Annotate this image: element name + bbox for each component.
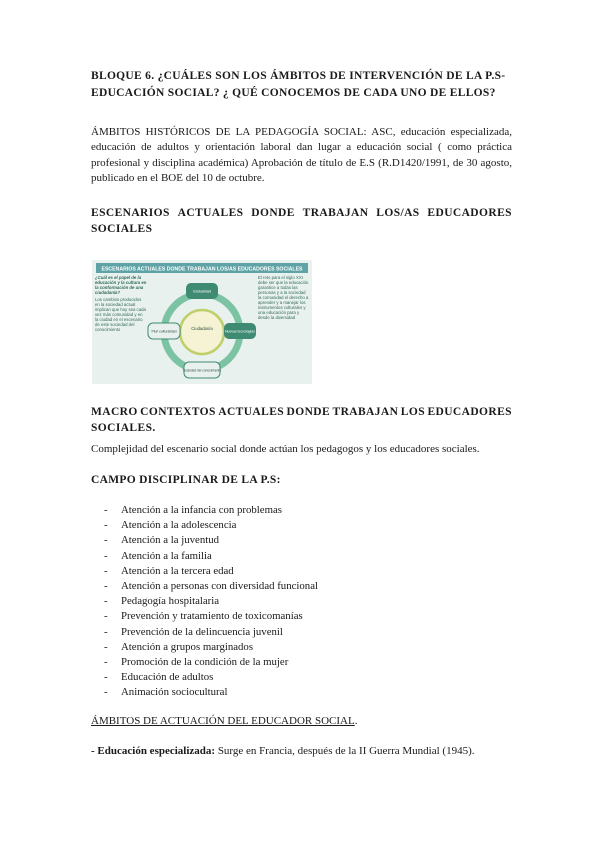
campo-list-item [104, 594, 504, 609]
list-dash: - [104, 656, 108, 669]
bloque-title [91, 68, 512, 102]
escenarios-heading-word: DONDE [251, 207, 295, 219]
escenarios-heading [91, 205, 512, 237]
infographic-center-text: Ciudadanía [191, 326, 213, 331]
escenarios-heading-line1 [91, 205, 512, 221]
historicos-paragraph: ÁMBITOS HISTÓRICOS DE LA PEDAGOGÍA SOCIAL: ASC, educación especializada, educación de adultos y orientación laboral dan lugar a educación social ( como práctica profesional y disciplina académica) Aprobación de título de E.S (R.D1420/1991, de 30 agosto, publicado en el BOE del 10 de octubre. [91, 126, 512, 185]
bloque-title-line1: BLOQUE 6. ¿CUÁLES SON LOS ÁMBITOS DE INTERVENCIÓN DE LA P.S- [91, 70, 506, 82]
list-dash: - [104, 625, 108, 638]
list-dash: - [104, 640, 108, 653]
campo-list-item-text: Atención a personas con diversidad funcional [121, 580, 318, 593]
campo-list-item-text: Atención a la tercera edad [121, 564, 234, 577]
educacion-especializada-paragraph: - Educación especializada: Surge en Francia, después de la II Guerra Mundial (1945). [91, 745, 475, 757]
campo-list-item [104, 533, 504, 548]
campo-list-item [104, 549, 504, 564]
macro-heading-word: LOS [400, 406, 425, 418]
macro-heading-line1 [91, 404, 512, 420]
infographic-left-body: Los cambios producidos en la sociedad actual implican que hoy sea cada vez más comunidad y en la ciudad en el escenario de este sociedad del conocimiento [95, 297, 146, 332]
campo-list-item [104, 670, 504, 685]
list-dash: - [104, 595, 108, 608]
infographic-left-question: ¿Cuál es el papel de la educación y la cultura en la conformación de una ciudadanía? [95, 275, 147, 295]
infographic-center-circle [180, 310, 224, 354]
infographic-right-body: El reto para el siglo XXI debe ser que la educación garantice a todas las personas y a la sociedad la comunidad el derecho a aprender y a manejar los instrumentos culturales y una educación para y desde la diversidad [258, 275, 309, 320]
campo-list-item [104, 564, 504, 579]
campo-list-item [104, 640, 504, 655]
campo-list-item-text: Educación de adultos [121, 671, 214, 684]
campo-list-item-text: Atención a la infancia con problemas [121, 504, 282, 516]
campo-list-item [104, 609, 504, 624]
macro-heading-word: TRABAJAN [332, 406, 399, 418]
macro-heading-word: CONTEXTOS [140, 406, 216, 418]
infographic-banner-text: ESCENARIOS ACTUALES DONDE TRABAJAN LOS/AS EDUCADORES SOCIALES [101, 266, 303, 273]
list-dash: - [104, 671, 108, 684]
infographic-node-left-text: Pluri culturalidad [151, 329, 177, 334]
infographic-graphic [92, 260, 312, 384]
macro-text: Complejidad del escenario social donde actúan los pedagogos y los educadores sociales. [91, 443, 480, 455]
list-dash: - [104, 504, 108, 516]
campo-list-item-text: Promoción de la condición de la mujer [121, 656, 289, 669]
macro-heading-word: DONDE [286, 406, 331, 418]
escenarios-heading-word: LOS/AS [376, 207, 420, 219]
campo-list-item-text: Atención a la juventud [121, 534, 220, 547]
macro-heading-word: ACTUALES [218, 406, 285, 418]
escenarios-heading-word: TRABAJAN [302, 207, 369, 219]
bloque-title-line2: EDUCACIÓN SOCIAL? ¿ QUÉ CONOCEMOS DE CADA UNO DE ELLOS? [91, 87, 496, 99]
campo-list-item-text: Atención a la adolescencia [121, 519, 237, 532]
list-dash: - [104, 519, 108, 532]
campo-list-item [104, 579, 504, 594]
macro-heading-line2: SOCIALES. [91, 422, 156, 434]
infographic-node-bottom-text: Sociedad del conocimiento [182, 368, 222, 373]
list-dash: - [104, 549, 108, 562]
campo-list-item-text: Prevención y tratamiento de toxicomanías [121, 610, 303, 623]
campo-list-item [104, 518, 504, 533]
macro-heading-word: MACRO [91, 406, 138, 418]
campo-list-item-text: Pedagogía hospitalaria [121, 595, 220, 608]
infographic-left-text-box [95, 275, 147, 381]
infographic-node-top-text: Globalidad [192, 289, 212, 294]
macro-heading-word: EDUCADORES [427, 406, 512, 418]
ambitos-heading: ÁMBITOS DE ACTUACIÓN DEL EDUCADOR SOCIAL. [91, 715, 358, 727]
campo-list-item-text: Atención a grupos marginados [121, 640, 254, 653]
campo-list-item [104, 655, 504, 670]
escenarios-heading-line2: SOCIALES [91, 223, 153, 235]
campo-list-item [104, 685, 504, 700]
escenarios-infographic [92, 260, 312, 384]
list-dash: - [104, 564, 108, 577]
macro-heading [91, 404, 512, 436]
escenarios-heading-word: EDUCADORES [427, 207, 512, 219]
list-dash: - [104, 610, 108, 623]
campo-list-item-text: Prevención de la delincuencia juvenil [121, 625, 283, 638]
infographic-node-right-text: Nuevas tecnologías [225, 329, 255, 334]
escenarios-heading-word: ESCENARIOS [91, 207, 170, 219]
infographic-right-text-box [258, 275, 310, 381]
list-dash: - [104, 686, 108, 699]
list-dash: - [104, 534, 108, 547]
campo-list-item [104, 625, 504, 640]
campo-list-item-text: Animación sociocultural [121, 686, 228, 699]
campo-heading: CAMPO DISCIPLINAR DE LA P.S: [91, 474, 281, 486]
list-dash: - [104, 580, 108, 593]
campo-list-item-text: Atención a la familia [121, 549, 212, 562]
escenarios-heading-word: ACTUALES [177, 207, 244, 219]
campo-list-item [104, 503, 504, 518]
campo-list [104, 503, 504, 701]
